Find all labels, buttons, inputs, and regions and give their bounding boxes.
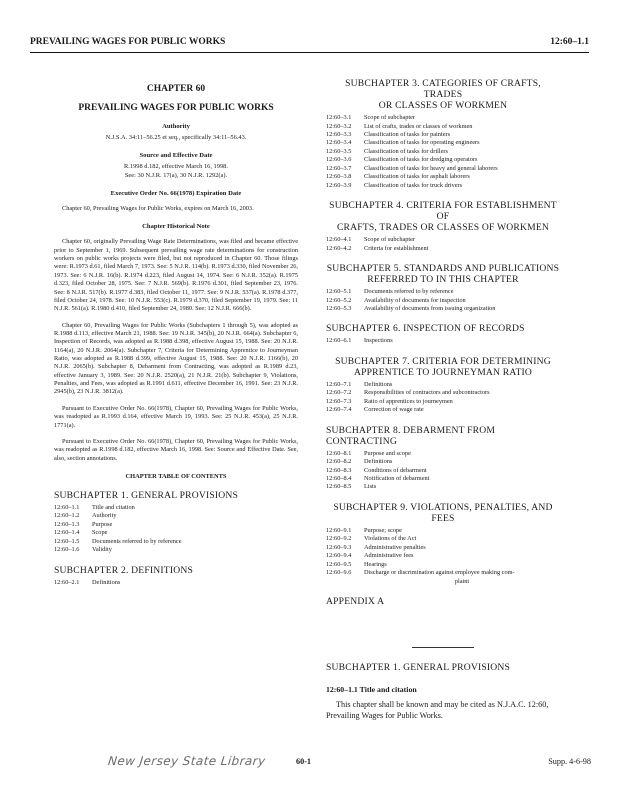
toc-section-title: Classification of tasks for heavy and general laborers [364,164,498,172]
toc-section-number: 12:60–2.1 [54,578,80,586]
chapter-number: CHAPTER 60 [146,84,206,94]
toc-section-list [54,504,298,555]
toc-section-title: Ratio of apprentices to journeymen [364,397,453,405]
toc-subchapter-heading [326,323,560,334]
toc-section-list [326,381,560,415]
toc-section-number: 12:60–4.2 [326,244,352,252]
toc-section-entry[interactable] [326,165,560,173]
toc-section-entry[interactable] [326,535,560,543]
toc-section-number: 12:60–3.4 [326,139,352,147]
toc-subchapter-title-cont: APPRENTICE TO JOURNEYMAN RATIO [353,366,533,378]
right-column [326,78,560,722]
toc-section-number: 12:60–8.3 [326,466,352,474]
toc-section-entry[interactable] [326,398,560,406]
toc-section-number: 12:60–3.2 [326,122,352,130]
appendix-label: APPENDIX A [326,596,385,608]
toc-section-entry[interactable] [326,182,560,190]
historical-note-paragraph: Chapter 60, originally Prevailing Wage Rate Determinations, was filed and became effective prior to September 1, 1969. Subsequent prevailing wage rate determinations for construction workers on public works projects were filed, but not reproduced in Chapter 60. Those filings were: R.1973 d.61, filed March 7, 1973. See: 5 N.J.R. 114(b). R.1973 d.330, filed November 26, 1973. See: 6 N.J.R. 16(b). R.1974 d.223, filed August 14, 1974. See: 6 N.J.R. 352(a). R.1975 d.323, filed October 28, 1975. See: 7 N.J.R. 569(b). R.1976 d.301, filed September 23, 1976. See: 8 N.J.R. 517(b). R.1977 d.383, filed October 11, 1977. See: 9 N.J.R. 537(a). R.1978 d.377, filed October 24, 1978. See: 10 N.J.R. 553(c). R.1979 d.370, filed September 19, 1979. See: 11 N.J.R. 561(a). R.1980 d.410, filed September 24, 1980. See: 12 N.J.R. 666(b). [54,238,298,313]
toc-left-list [54,490,298,587]
toc-section-number: 12:60–3.1 [326,114,352,122]
toc-section-title: Notification of debarment [364,475,430,483]
toc-subchapter-title: SUBCHAPTER 6. INSPECTION OF RECORDS [326,323,525,335]
toc-section-entry[interactable] [326,156,560,164]
toc-subchapter-title: SUBCHAPTER 4. CRITERIA FOR ESTABLISHMENT OF [329,200,557,223]
toc-section-entry[interactable] [326,569,560,577]
toc-section-title: Purpose and scope [364,449,411,457]
toc-section-entry[interactable] [326,527,560,535]
toc-section-title-cont: plaint [454,577,470,585]
running-header-title: PREVAILING WAGES FOR PUBLIC WORKS [30,37,226,47]
toc-section-entry[interactable] [326,297,560,305]
toc-section-title: Definitions [364,380,393,388]
toc-section-number: 12:60–3.9 [326,181,352,189]
historical-note-heading: Chapter Historical Note [142,223,210,231]
toc-section-title: Responsibilities of contractors and subcontractors [364,389,490,397]
toc-section-title: Conditions of debarment [364,466,427,474]
toc-section-title: Hearings [364,560,387,568]
toc-section-entry[interactable] [326,381,560,389]
toc-section-list [326,236,560,253]
toc-section-number: 12:60–3.8 [326,173,352,181]
toc-section-number: 12:60–8.4 [326,475,352,483]
toc-section-entry[interactable] [326,173,560,181]
toc-section-title: Purpose [92,520,113,528]
executive-order-heading: Executive Order No. 66(1978) Expiration Date [110,189,242,197]
toc-section-title: Definitions [364,458,393,466]
toc-section-number: 12:60–9.1 [326,526,352,534]
toc-subchapter-title: SUBCHAPTER 7. CRITERIA FOR DETERMINING [335,355,551,367]
toc-section-number: 12:60–1.4 [54,529,80,537]
toc-section-entry[interactable] [326,475,560,483]
toc-section-number: 12:60–7.1 [326,380,352,388]
toc-section-entry[interactable] [326,114,560,122]
toc-section-number: 12:60–3.5 [326,147,352,155]
body-section-heading: 12:60–1.1 Title and citation [326,685,417,695]
toc-section-list [326,114,560,190]
toc-section-list [326,288,560,313]
running-header-section: 12:60–1.1 [550,37,589,47]
toc-section-title: Administrative fees [364,552,414,560]
source-text [54,163,298,180]
toc-section-list [326,527,560,586]
toc-section-number: 12:60–8.5 [326,483,352,491]
toc-subchapter-title: SUBCHAPTER 9. VIOLATIONS, PENALTIES, AND [333,501,553,513]
body-subchapter-heading: SUBCHAPTER 1. GENERAL PROVISIONS [326,662,511,674]
toc-section-number: 12:60–9.2 [326,535,352,543]
toc-section-entry[interactable] [326,148,560,156]
toc-subchapter-heading [54,490,298,501]
toc-section-number: 12:60–9.3 [326,543,352,551]
toc-section-number: 12:60–8.1 [326,449,352,457]
header-rule [30,52,589,53]
executive-order-text: Chapter 60, Prevailing Wages for Public Works, expires on March 16, 2003. [62,204,254,212]
toc-section-entry[interactable] [326,483,560,491]
toc-section-entry[interactable] [326,552,560,560]
toc-section-number: 12:60–9.4 [326,552,352,560]
toc-section-entry[interactable] [54,546,298,554]
toc-section-entry[interactable] [54,521,298,529]
toc-section-list [326,450,560,492]
toc-subchapter-heading [54,565,298,576]
toc-section-entry[interactable] [326,139,560,147]
supplement-date: Supp. 4-6-98 [548,757,591,766]
toc-section-number: 12:60–3.7 [326,164,352,172]
toc-section-entry[interactable] [326,123,560,131]
toc-section-entry[interactable] [326,467,560,475]
toc-subchapter-title: SUBCHAPTER 1. GENERAL PROVISIONS [54,489,239,501]
toc-subchapter-title-cont: FEES [431,512,455,524]
toc-section-title: Classification of tasks for drillers [364,147,448,155]
toc-section-number: 12:60–5.2 [326,296,352,304]
toc-section-title: Classification of tasks for truck drivers [364,181,463,189]
toc-section-number: 12:60–5.3 [326,304,352,312]
page-footer [0,754,619,774]
toc-section-title: Purpose; scope [364,526,402,534]
toc-subchapter-title-cont: CRAFTS, TRADES OR CLASSES OF WORKMEN [336,222,550,234]
toc-section-title: Documents referred to by reference [92,537,182,545]
toc-section-title: Definitions [92,578,121,586]
toc-section-title: Lists [364,483,377,491]
toc-section-title: List of crafts, trades or classes of workmen [364,122,473,130]
body-section-text: This chapter shall be known and may be cited as N.J.A.C. 12:60, Prevailing Wages for Public Works. [326,700,549,721]
toc-section-number: 12:60–1.5 [54,537,80,545]
toc-section-title: Scope [92,529,108,537]
toc-section-title: Availability of documents for inspection [364,296,466,304]
toc-section-number: 12:60–1.1 [54,504,80,511]
left-column [54,78,298,587]
toc-section-entry[interactable] [326,245,560,253]
toc-right-list [326,78,560,586]
toc-section-title: Authority [92,512,117,520]
page-number: 60-1 [296,757,312,766]
toc-section-entry[interactable] [326,236,560,244]
toc-section-entry[interactable] [326,337,560,345]
toc-section-entry[interactable] [54,579,298,587]
toc-section-entry[interactable] [54,512,298,520]
toc-subchapter-heading [326,78,560,111]
toc-section-entry[interactable] [54,538,298,546]
toc-section-entry[interactable] [326,389,560,397]
appendix-entry [326,596,560,607]
toc-subchapter-title-cont: REFERRED TO IN THIS CHAPTER [367,274,519,286]
toc-section-number: 12:60–1.2 [54,512,80,520]
toc-section-entry[interactable] [54,504,298,512]
toc-section-entry[interactable] [54,529,298,537]
toc-section-title: Scope of subchapter [364,236,416,244]
toc-section-number: 12:60–9.6 [326,569,352,577]
toc-section-number: 12:60–7.4 [326,406,352,414]
toc-section-entry[interactable] [326,288,560,296]
toc-section-title: Documents referred to by reference [364,288,454,296]
authority-heading: Authority [162,123,190,130]
historical-note-paragraph: Pursuant to Executive Order No. 66(1978), Chapter 60, Prevailing Wages for Public Works, was readopted as R.1993 d.164, effective March 19, 1993. See: 25 N.J.R. 453(a), 25 N.J.R. 1771(a). [54,404,298,429]
toc-section-title: Administrative penalties [364,543,426,551]
toc-section-entry[interactable] [326,406,560,414]
toc-subchapter-heading [326,425,560,447]
toc-section-number: 12:60–1.3 [54,520,80,528]
toc-subchapter-heading [326,263,560,285]
toc-subchapter-heading [326,502,560,524]
toc-section-title: Criteria for establishment [364,244,429,252]
toc-section-title: Inspections [364,337,393,345]
toc-section-title: Scope of subchapter [364,114,416,122]
historical-note-paragraph: Pursuant to Executive Order No. 66(1978), Chapter 60, Prevailing Wages for Public Works, was readopted as R.1998 d.182, effective March 16, 1998. See: Source and Effective Date. See, also, section annotations. [54,437,298,462]
toc-section-title: Violations of the Act [364,535,417,543]
toc-subchapter-title: SUBCHAPTER 8. DEBARMENT FROM CONTRACTING [326,424,496,447]
source-line: See: 30 N.J.R. 17(a), 30 N.J.R. 1292(a). [124,171,228,179]
toc-section-number: 12:60–8.2 [326,458,352,466]
toc-section-list [54,579,298,587]
authority-text: N.J.S.A. 34:11–56.25 et seq., specifically 34:11–56.43. [105,134,247,141]
library-stamp: New Jersey State Library [107,754,267,768]
toc-section-title: Classification of tasks for asphalt laborers [364,173,470,181]
historical-note-paragraph: Chapter 60, Prevailing Wages for Public Works (Subchapters 1 through 5), was adopted as R.1988 d.113, effective March 21, 1988. See: 19 N.J.R. 345(b), 20 N.J.R. 664(a). Subchapter 6, Inspection of Records, was adopted as R.1988 d.398, effective August 15, 1988. See: 20 N.J.R. 1164(a), 20 N.J.R. 2064(a). Subchapter 7, Criteria for Determining Apprentice to Journeyman Ratio, was adopted as R.1988 d.399, effective August 15, 1988. See: 20 N.J.R. 1166(b), 20 N.J.R. 2065(b). Subchapter 8, Debarment from Contracting, was adopted as R.1989 d.23, effective January 3, 1989. See: 20 N.J.R. 2520(a), 21 N.J.R. 21(b). Subchapter 9, Violations, Penalties, and Fees, was adopted as R.1991 d.611, effective December 16, 1991. See: 23 N.J.R. 2945(b), 23 N.J.R. 3812(a). [54,321,298,396]
toc-section-title: Discharge or discrimination against employee making com- [364,569,515,577]
toc-subchapter-title: SUBCHAPTER 2. DEFINITIONS [54,564,194,576]
toc-section-title: Classification of tasks for painters [364,130,451,138]
toc-section-number: 12:60–3.6 [326,156,352,164]
toc-subchapter-title-cont: OR CLASSES OF WORKMEN [378,100,508,112]
toc-section-entry[interactable] [326,544,560,552]
toc-section-number: 12:60–6.1 [326,337,352,345]
toc-section-number: 12:60–3.3 [326,130,352,138]
section-divider [412,647,474,648]
toc-section-number: 12:60–7.3 [326,397,352,405]
toc-subchapter-heading [326,356,560,378]
running-header [30,37,589,51]
toc-subchapter-title: SUBCHAPTER 3. CATEGORIES OF CRAFTS, TRADES [345,78,541,101]
toc-section-number: 12:60–1.6 [54,546,80,554]
toc-section-title: Validity [92,546,112,554]
toc-section-entry[interactable] [326,458,560,466]
toc-section-number: 12:60–9.5 [326,560,352,568]
toc-section-list [326,337,560,345]
toc-section-entry[interactable] [326,131,560,139]
toc-section-entry[interactable] [326,305,560,313]
source-line: R.1998 d.182, effective March 16, 1998. [124,163,228,171]
chapter-name: PREVAILING WAGES FOR PUBLIC WORKS [78,103,274,113]
source-heading: Source and Effective Date [139,152,213,160]
toc-section-title: Classification of tasks for dredging operators [364,156,478,164]
toc-section-title: Availability of documents from issuing organization [364,304,496,312]
toc-subchapter-heading [326,200,560,233]
toc-section-title: Classification of tasks for operating engineers [364,139,480,147]
toc-subchapter-title: SUBCHAPTER 5. STANDARDS AND PUBLICATIONS [326,263,560,274]
toc-section-entry[interactable] [326,561,560,569]
toc-section-title: Correction of wage rate [364,406,424,414]
toc-section-number: 12:60–7.2 [326,389,352,397]
toc-section-entry[interactable] [326,450,560,458]
table-of-contents-heading: CHAPTER TABLE OF CONTENTS [125,472,227,480]
toc-section-number: 12:60–5.1 [326,288,352,296]
toc-section-title: Title and citation [92,504,135,511]
toc-section-number: 12:60–4.1 [326,236,352,244]
